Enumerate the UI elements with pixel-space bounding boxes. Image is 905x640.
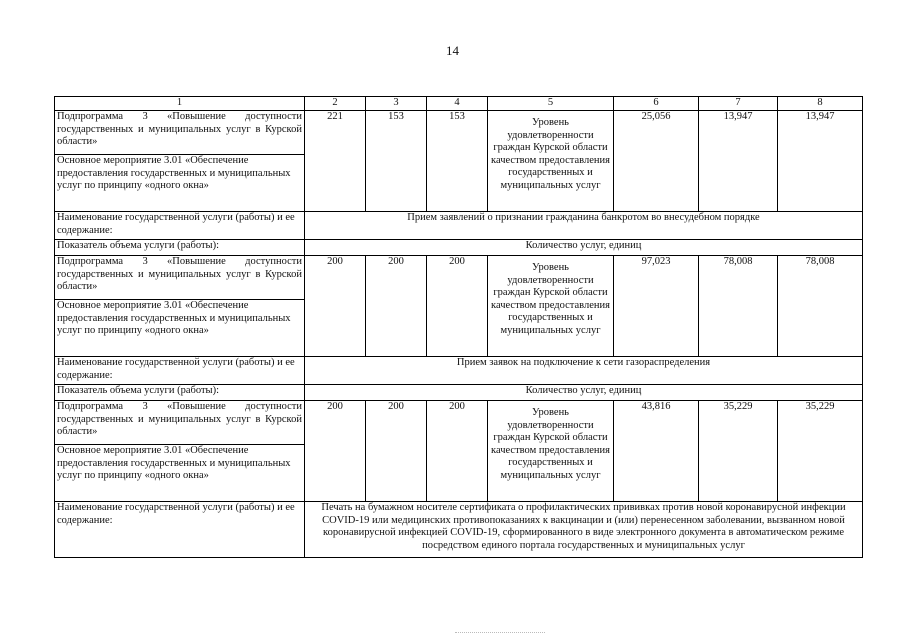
value-cell: 153 (366, 111, 427, 212)
table-row (55, 401, 863, 445)
value-cell: 13,947 (778, 111, 863, 212)
subprogram-cell: Подпрограмма 3 «Повышение доступности государственных и муниципальных услуг в Курской области» (55, 111, 305, 155)
volume-name-cell: Количество услуг, единиц (305, 385, 863, 401)
indicators-table (54, 96, 863, 558)
service-name-cell: Прием заявлений о признании гражданина банкротом во внесудебном порядке (305, 212, 863, 240)
service-label-cell: Наименование государственной услуги (работы) и ее содержание: (55, 357, 305, 385)
table-row (55, 111, 863, 155)
activity-cell: Основное мероприятие 3.01 «Обеспечение предоставления государственных и муниципальных услуг по принципу «одного окна» (55, 300, 305, 357)
value-cell: 43,816 (614, 401, 699, 502)
value-cell: 25,056 (614, 111, 699, 212)
value-cell: 13,947 (699, 111, 778, 212)
activity-cell: Основное мероприятие 3.01 «Обеспечение предоставления государственных и муниципальных услуг по принципу «одного окна» (55, 445, 305, 502)
value-cell: 78,008 (699, 256, 778, 357)
volume-label-cell: Показатель объема услуги (работы): (55, 385, 305, 401)
column-header: 7 (699, 97, 778, 111)
indicator-name-cell: Уровень удовлетворенности граждан Курской области качеством предоставления государственных и муниципальных услуг (488, 401, 614, 502)
volume-name-cell: Количество услуг, единиц (305, 240, 863, 256)
page-edge-mark (455, 632, 545, 633)
column-header: 1 (55, 97, 305, 111)
subprogram-cell: Подпрограмма 3 «Повышение доступности государственных и муниципальных услуг в Курской области» (55, 256, 305, 300)
table-row (55, 256, 863, 300)
service-name-cell: Прием заявок на подключение к сети газораспределения (305, 357, 863, 385)
table-row (55, 385, 863, 401)
service-name-cell: Печать на бумажном носителе сертификата о профилактических прививках против новой коронавирусной инфекции COVID-19 или медицинских противопоказаниях к вакцинации и (или) перенесенном заболевании, вызванном новой коронавирусной инфекцией COVID-19, сформированного в виде электронного документа в автоматическом режиме посредством единого портала государственных и муниципальных услуг (305, 502, 863, 558)
volume-label-cell: Показатель объема услуги (работы): (55, 240, 305, 256)
service-label-cell: Наименование государственной услуги (работы) и ее содержание: (55, 502, 305, 558)
value-cell: 153 (427, 111, 488, 212)
indicator-name-cell: Уровень удовлетворенности граждан Курской области качеством предоставления государственных и муниципальных услуг (488, 111, 614, 212)
value-cell: 35,229 (778, 401, 863, 502)
column-header: 4 (427, 97, 488, 111)
value-cell: 78,008 (778, 256, 863, 357)
column-header: 5 (488, 97, 614, 111)
value-cell: 221 (305, 111, 366, 212)
value-cell: 200 (427, 401, 488, 502)
table-row (55, 212, 863, 240)
value-cell: 200 (305, 256, 366, 357)
page-number: 14 (446, 43, 459, 58)
activity-cell: Основное мероприятие 3.01 «Обеспечение предоставления государственных и муниципальных услуг по принципу «одного окна» (55, 155, 305, 212)
column-header: 6 (614, 97, 699, 111)
subprogram-cell: Подпрограмма 3 «Повышение доступности государственных и муниципальных услуг в Курской области» (55, 401, 305, 445)
column-header: 8 (778, 97, 863, 111)
column-header: 3 (366, 97, 427, 111)
table-row (55, 357, 863, 385)
table-row (55, 502, 863, 558)
value-cell: 200 (366, 401, 427, 502)
service-label-cell: Наименование государственной услуги (работы) и ее содержание: (55, 212, 305, 240)
value-cell: 200 (366, 256, 427, 357)
indicator-name-cell: Уровень удовлетворенности граждан Курской области качеством предоставления государственных и муниципальных услуг (488, 256, 614, 357)
table-header-row (55, 97, 863, 111)
column-header: 2 (305, 97, 366, 111)
value-cell: 200 (305, 401, 366, 502)
value-cell: 97,023 (614, 256, 699, 357)
table-row (55, 240, 863, 256)
value-cell: 200 (427, 256, 488, 357)
value-cell: 35,229 (699, 401, 778, 502)
